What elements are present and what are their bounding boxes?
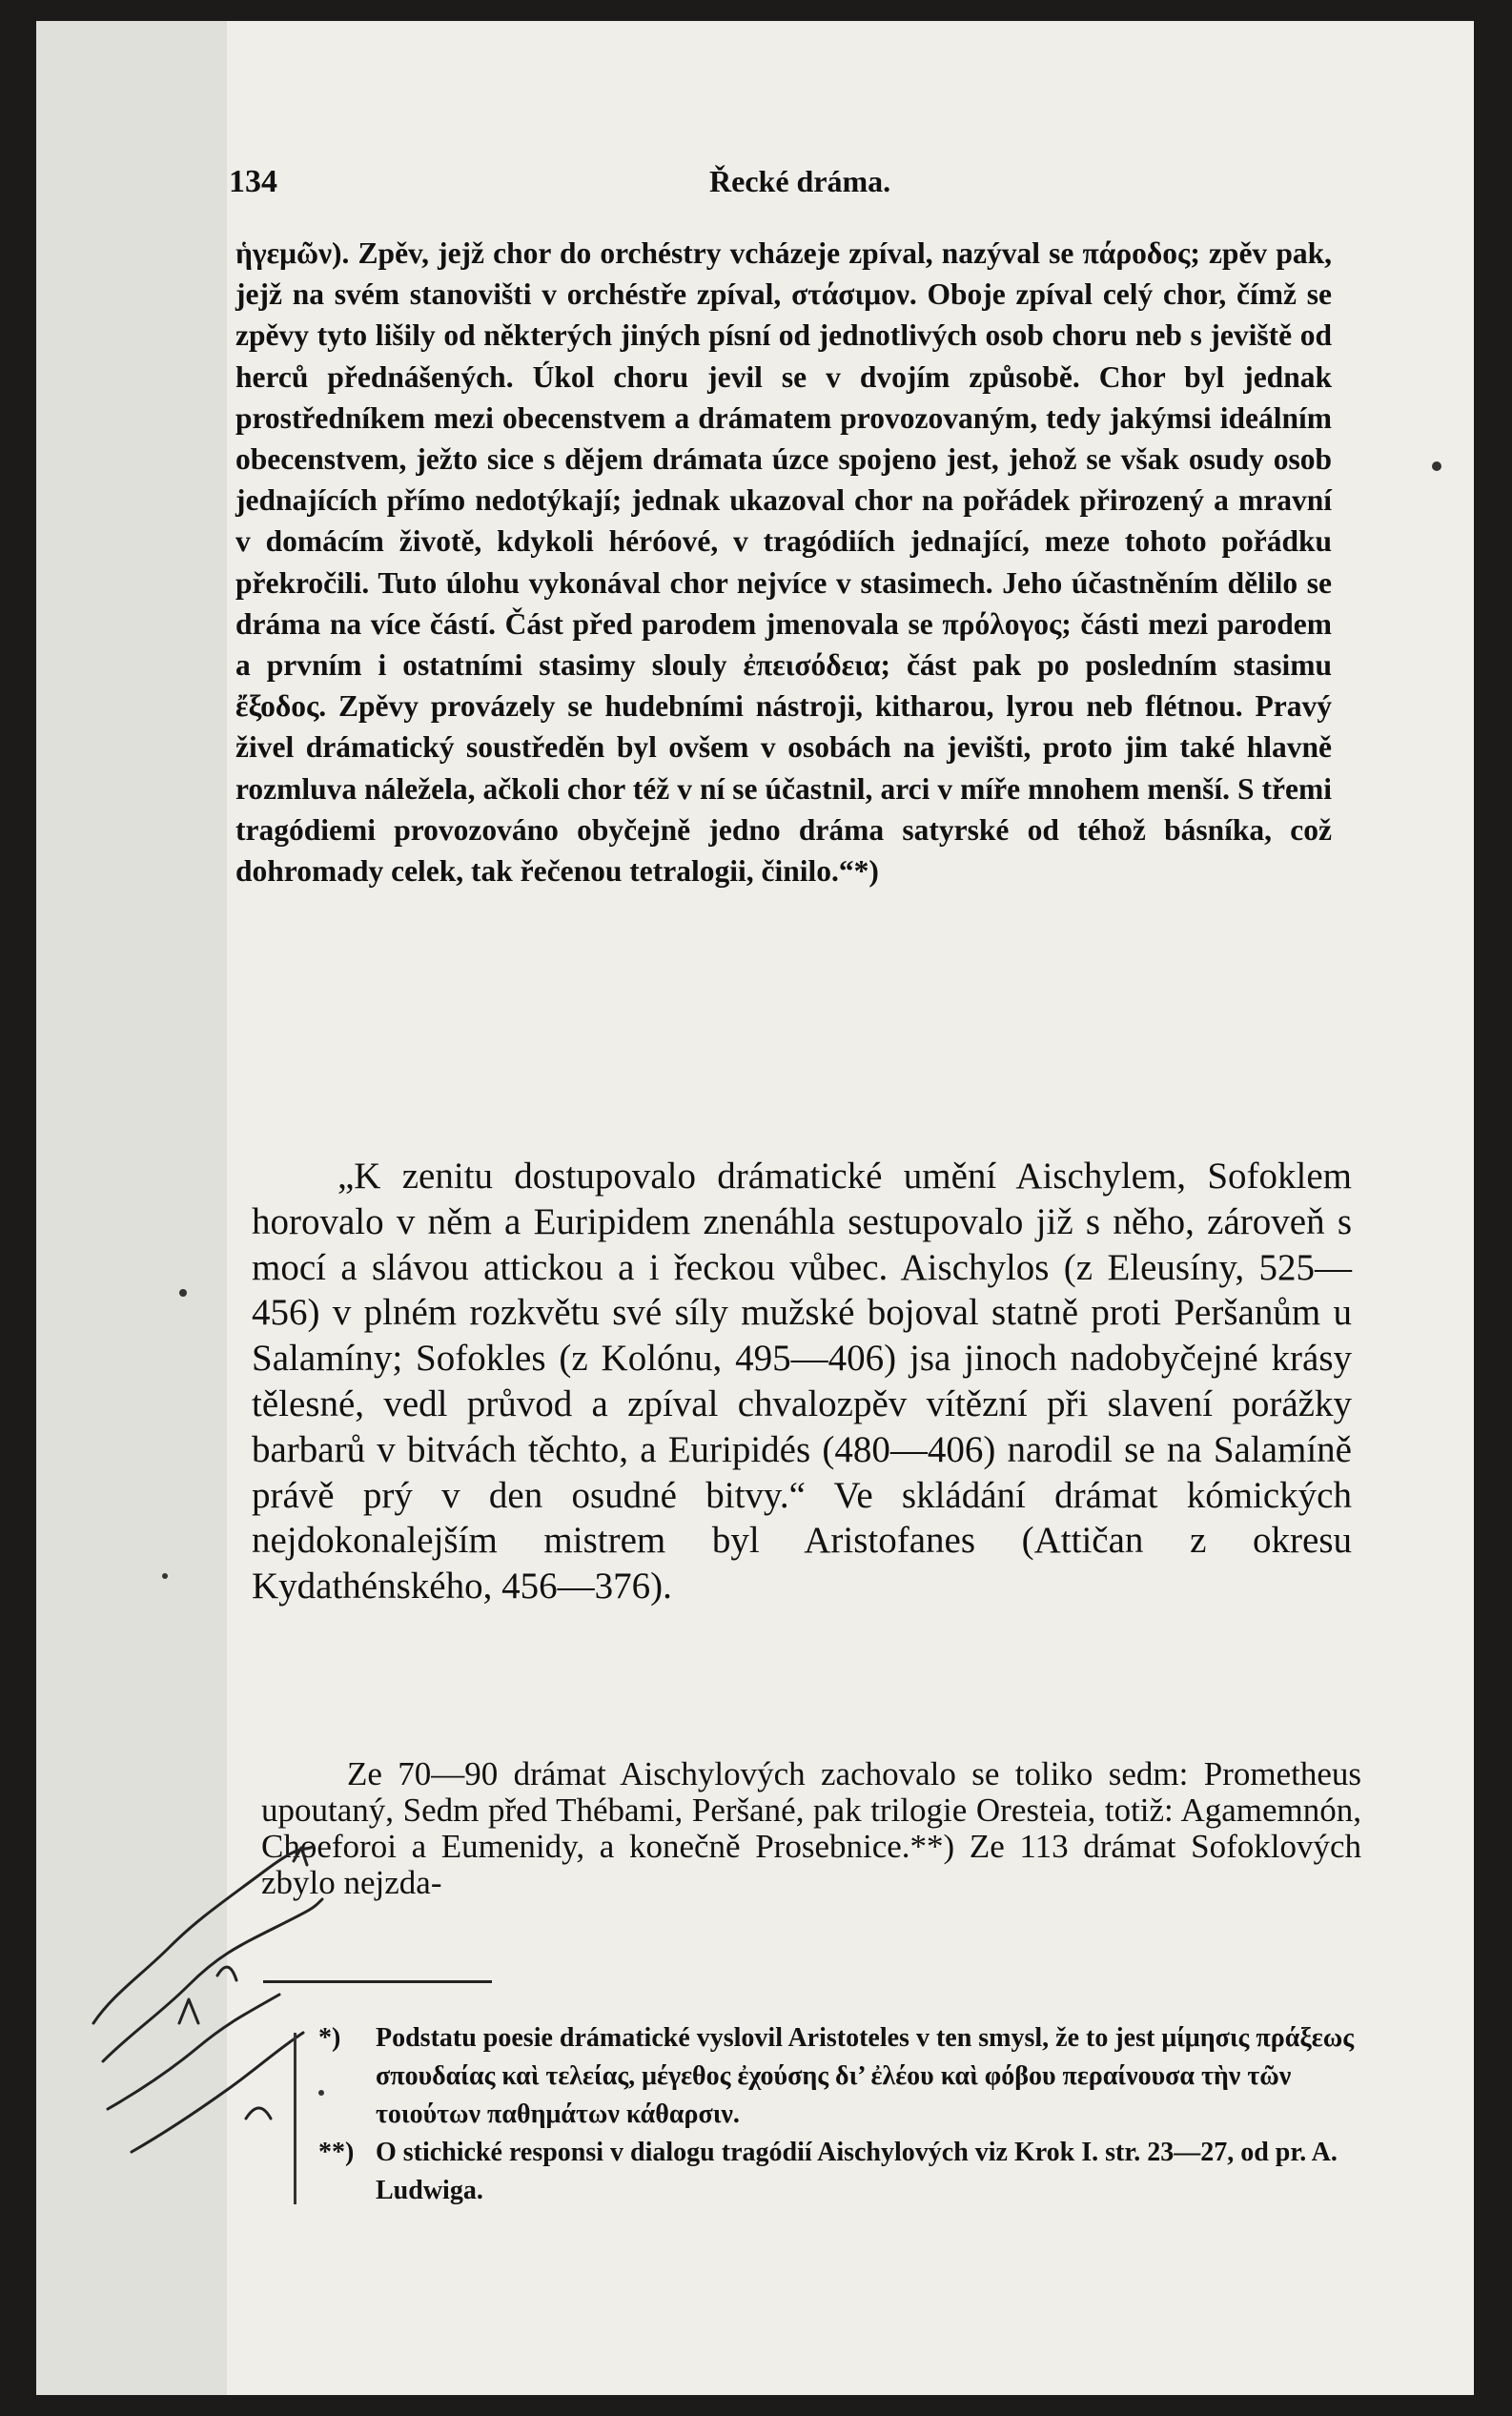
paragraph-text: Ze 70—90 drámat Aischylových zachovalo se toliko sedm: Prometheus upoutaný, Sedm před Thébami, Peršané, pak trilogie Oresteia, totiž: Agamemnón, Choeforoi a Eumenidy, a konečně Prosebnice.**) Ze 113 drámat Sofoklových zbylo nejzda- bbox=[261, 1755, 1361, 1901]
footnote bbox=[318, 2019, 1358, 2134]
paragraph-text: ἡγεμῶν). Zpěv, jejž chor do orchéstry vcházeje zpíval, nazýval se πάροδος; zpěv pak, jejž na svém stanovišti v orchéstře zpíval, στάσιμον. Oboje zpíval celý chor, čímž se zpěvy tyto lišily od některých jiných písní od jednotlivých osob choru neb s jeviště od herců přednášených. Úkol choru jevil se v dvojím způsobě. Chor byl jednak prostředníkem mezi obecenstvem a drámatem provozovaným, tedy jakýmsi ideálním obecenstvem, ježto sice s dějem drámata úzce spojeno jest, jehož se však osudy osob jednajících přímo nedotýkají; jednak ukazoval chor na pořádek přirozený a mravní v domácím životě, kdykoli héróové, v tragódiích jednající, meze tohoto pořádku překročili. Tuto úlohu vykonával chor nejvíce v stasimech. Jeho účastněním dělilo se dráma na více částí. Část před parodem jmenovala se πρόλογος; části mezi parodem a prvním i ostatními stasimy slouly ἐπεισόδεια; část pak po posledním stasimu ἔξοδος. Zpěvy provázely se hudebními nástroji, kitharou, lyrou neb flétnou. Pravý živel drámatický soustředěn byl ovšem v osobách na jevišti, proto jim také hlavně rozmluva náležela, ačkoli chor též v ní se účastnil, arci v míře mnohem menší. S třemi tragódiemi provozováno obyčejně jedno dráma satyrské od téhož básníka, což dohromady celek, tak řečenou tetralogii, činilo.“*) bbox=[235, 236, 1332, 889]
running-title: Řecké dráma. bbox=[709, 164, 891, 198]
page-number: 134 bbox=[229, 164, 277, 199]
footnote-marker: **) bbox=[318, 2138, 355, 2167]
paragraph-chorus bbox=[235, 233, 1332, 891]
page-header bbox=[36, 164, 1474, 202]
paragraph-text: „K zenitu dostupovalo drámatické umění Aischylem, Sofoklem horovalo v něm a Euripidem znenáhla sestupovalo již s něho, zároveň s mocí a slávou attickou a i řeckou vůbec. Aischylos (z Eleusíny, 525—456) v plném rozkvětu své síly mužské bojoval statně proti Peršanům u Salamíny; Sofokles (z Kolónu, 495—406) jsa jinoch nadobyčejné krásy tělesné, vedl průvod a zpíval chvalozpěv vítězní při slavení porážky barbarů v bitvách těchto, a Euripidés (480—406) narodil se na Salamíně právě prý v den osudné bitvy.“ Ve skládání drámat kómických nejdokonalejším mistrem byl Aristofanes (Attičan z okresu Kydathénského, 456—376). bbox=[252, 1156, 1352, 1607]
ink-spot bbox=[162, 1573, 168, 1579]
book-page bbox=[36, 21, 1474, 2395]
margin-line bbox=[294, 2033, 296, 2204]
paragraph-aischylos-dramas bbox=[261, 1756, 1361, 1901]
footnote-text: Podstatu poesie drámatické vyslovil Aristoteles v ten smysl, že to jest μίμησις πράξεως σπουδαίας καὶ τελείας, μέγεθος ἐχούσης δι’ ἐλέου καὶ φόβου περαίνουσα τὴν τῶν τοιούτων παθημάτων κάθαρσιν. bbox=[376, 2023, 1355, 2129]
ink-spot bbox=[179, 1289, 187, 1297]
paragraph-tragedians bbox=[252, 1154, 1352, 1609]
footnote bbox=[318, 2134, 1358, 2210]
footnote-text: O stichické responsi v dialogu tragódií Aischylových viz Krok I. str. 23—27, od pr. A. Ludwiga. bbox=[376, 2138, 1338, 2205]
footnote-marker: *) bbox=[318, 2023, 341, 2053]
ink-spot bbox=[1432, 461, 1441, 471]
footnotes bbox=[318, 2019, 1358, 2210]
ink-spot bbox=[318, 2090, 324, 2096]
